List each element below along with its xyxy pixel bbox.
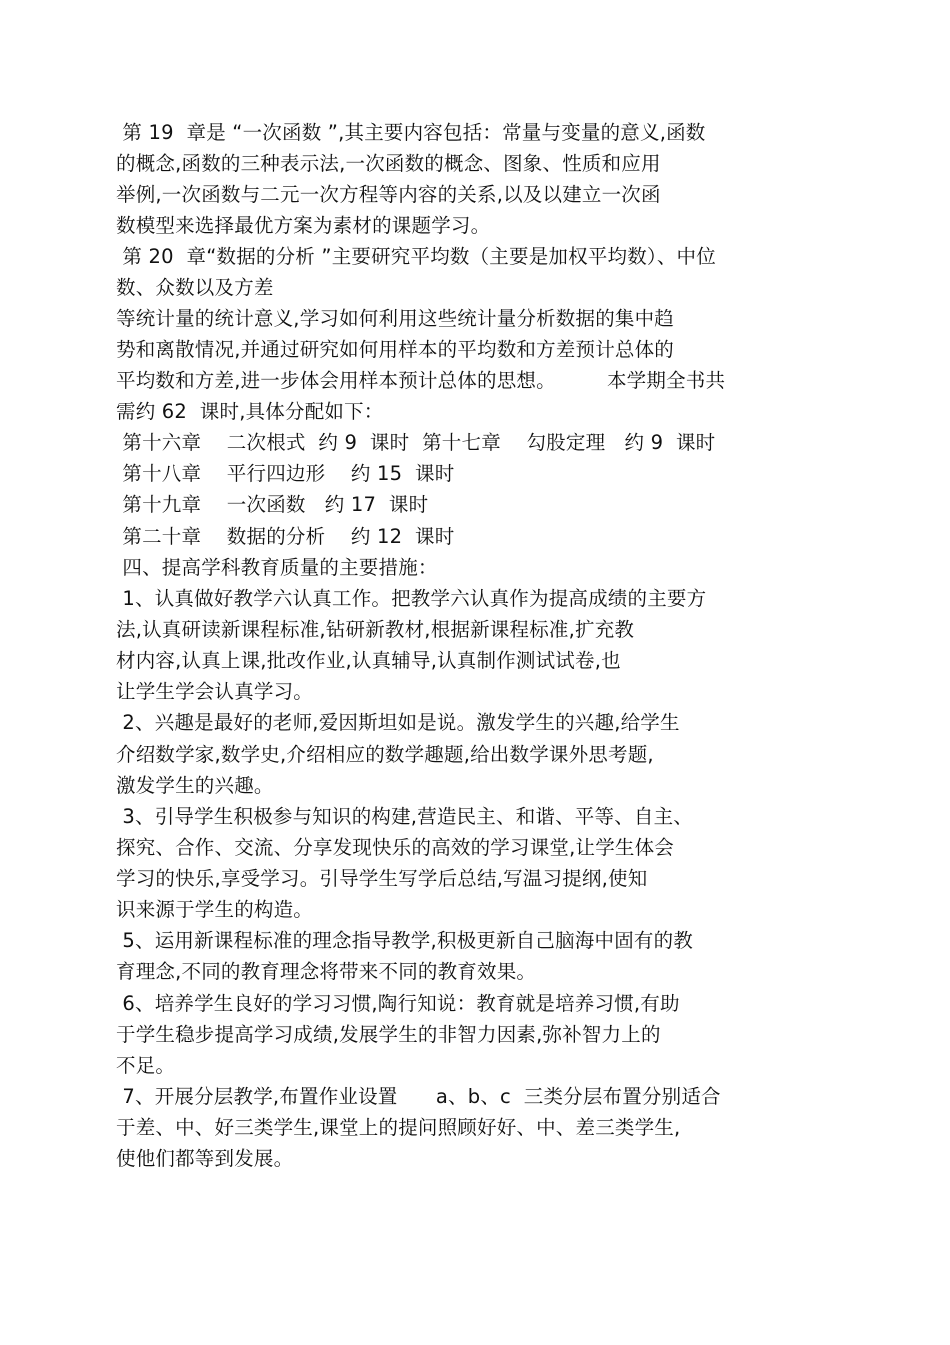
text-line: 学习的快乐,享受学习。引导学生写学后总结,写温习提纲,使知: [116, 867, 648, 890]
text-line: 平均数和方差,进一步体会用样本预计总体的思想。 本学期全书共: [116, 369, 726, 392]
text-line: 第二十章 数据的分析 约 12 课时: [116, 525, 455, 548]
text-line: 2、兴趣是最好的老师,爱因斯坦如是说。激发学生的兴趣,给学生: [116, 711, 680, 734]
text-line: 势和离散情况,并通过研究如何用样本的平均数和方差预计总体的: [116, 338, 674, 361]
text-line: 于差、中、好三类学生,课堂上的提问照顾好好、中、差三类学生,: [116, 1116, 681, 1139]
text-line: 3、引导学生积极参与知识的构建,营造民主、和谐、平等、自主、: [116, 805, 694, 828]
text-line: 数模型来选择最优方案为素材的课题学习。: [116, 214, 491, 237]
text-line: 第十六章 二次根式 约 9 课时 第十七章 勾股定理 约 9 课时: [116, 431, 716, 454]
text-line: 等统计量的统计意义,学习如何利用这些统计量分析数据的集中趋: [116, 307, 674, 330]
text-line: 使他们都等到发展。: [116, 1147, 294, 1170]
text-line: 育理念,不同的教育理念将带来不同的教育效果。: [116, 960, 537, 983]
text-line: 需约 62 课时,具体分配如下：: [116, 400, 384, 423]
text-line: 第 20 章“数据的分析 ”主要研究平均数（主要是加权平均数）、中位: [116, 245, 716, 268]
text-line: 探究、合作、交流、分享发现快乐的高效的学习课堂,让学生体会: [116, 836, 674, 859]
text-line: 1、认真做好教学六认真工作。把教学六认真作为提高成绩的主要方: [116, 587, 707, 610]
text-line: 第十八章 平行四边形 约 15 课时: [116, 462, 455, 485]
text-line: 让学生学会认真学习。: [116, 680, 314, 703]
text-line: 的概念,函数的三种表示法,一次函数的概念、图象、性质和应用: [116, 152, 661, 175]
text-line: 不足。: [116, 1054, 176, 1077]
text-line: 介绍数学家,数学史,介绍相应的数学趣题,给出数学课外思考题,: [116, 743, 654, 766]
text-line: 举例,一次函数与二元一次方程等内容的关系,以及以建立一次函: [116, 183, 661, 206]
text-line: 材内容,认真上课,批改作业,认真辅导,认真制作测试试卷,也: [116, 649, 621, 672]
text-line: 6、培养学生良好的学习习惯,陶行知说：教育就是培养习惯,有助: [116, 992, 680, 1015]
text-line: 5、运用新课程标准的理念指导教学,积极更新自己脑海中固有的教: [116, 929, 694, 952]
text-line: 法,认真研读新课程标准,钻研新教材,根据新课程标准,扩充教: [116, 618, 635, 641]
text-line: 于学生稳步提高学习成绩,发展学生的非智力因素,弥补智力上的: [116, 1023, 661, 1046]
text-line: 7、开展分层教学,布置作业设置 a、b、c 三类分层布置分别适合: [116, 1085, 721, 1108]
text-line: 识来源于学生的构造。: [116, 898, 314, 921]
section-heading: 四、提高学科教育质量的主要措施：: [116, 556, 438, 579]
text-line: 数、众数以及方差: [116, 276, 274, 299]
text-line: 第十九章 一次函数 约 17 课时: [116, 493, 429, 516]
text-line: 第 19 章是 “一次函数 ”,其主要内容包括：常量与变量的意义,函数: [116, 121, 706, 144]
text-line: 激发学生的兴趣。: [116, 774, 274, 797]
